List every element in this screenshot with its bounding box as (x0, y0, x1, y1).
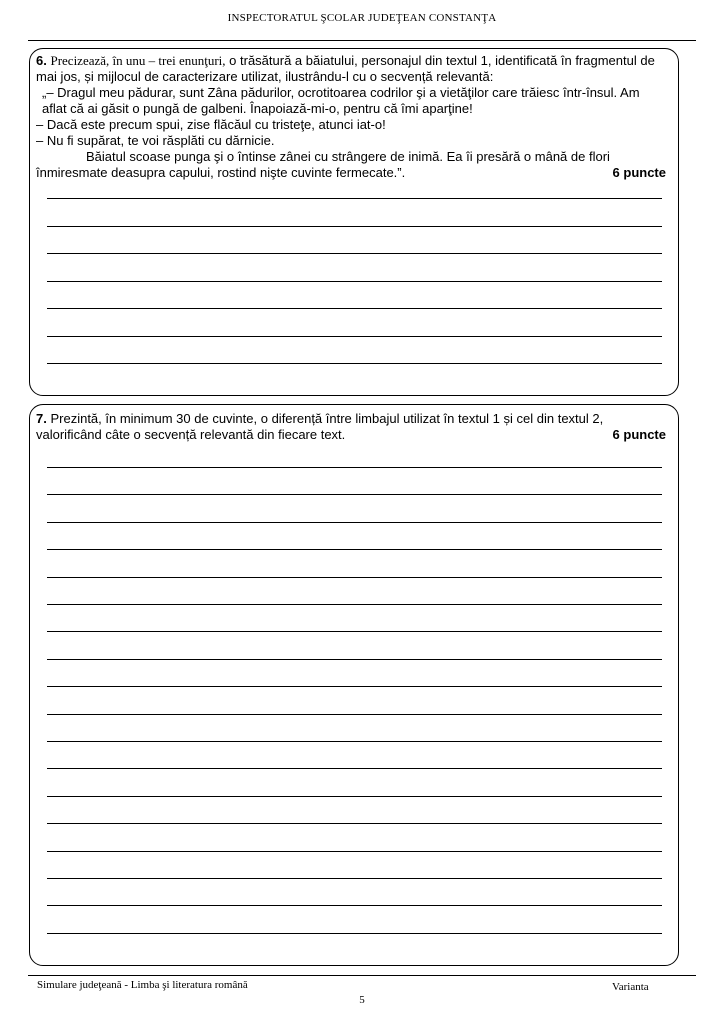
question-7-instruction: Prezintă, în minimum 30 de cuvinte, o diferență între limbajul utilizat în textul 1 și cel din textul 2, valorificând câte o secvență relevantă din fiecare text. (36, 411, 604, 442)
header-rule (28, 40, 696, 41)
question-6-quote-line-2: – Dacă este precum spui, zise flăcăul cu tristeţe, atunci iat-o! (36, 117, 386, 132)
answer-line (47, 659, 662, 660)
footer-left: Simulare judeţeană - Limba şi literatura română (37, 979, 248, 991)
question-6-quote-line-4 (36, 149, 666, 181)
answer-line (47, 308, 662, 309)
answer-line (47, 823, 662, 824)
answer-line (47, 494, 662, 495)
question-6-points: 6 puncte (612, 165, 666, 180)
answer-line (47, 631, 662, 632)
question-6-instruction-rest: o trăsătură a băiatului, personajul din textul 1, identificată în fragmentul de mai jos, și mijlocul de caracterizare utilizat, ilustrându-l cu o secvență relevantă: (36, 53, 655, 84)
answer-line (47, 363, 662, 364)
answer-line (47, 714, 662, 715)
question-7-points: 6 puncte (612, 427, 666, 442)
answer-line (47, 226, 662, 227)
page-header: INSPECTORATUL ŞCOLAR JUDEŢEAN CONSTANŢA (227, 12, 497, 24)
page-number: 5 (359, 994, 365, 1006)
answer-line (47, 796, 662, 797)
question-7-instruction-row (36, 411, 666, 443)
question-6-quote-text: Băiatul scoase punga şi o întinse zânei cu strângere de inimă. Ea îi presără o mână de flori înmiresmate deasupra capului, rostind nişte cuvinte fermecate.”. (36, 149, 610, 180)
answer-line (47, 198, 662, 199)
question-6-text (36, 53, 666, 181)
answer-line (47, 281, 662, 282)
answer-line (47, 549, 662, 550)
answer-line (47, 851, 662, 852)
answer-line (47, 604, 662, 605)
question-7-box (29, 404, 679, 966)
answer-line (47, 933, 662, 934)
answer-line (47, 336, 662, 337)
question-6-quote-line-3: – Nu fi supărat, te voi răsplăti cu dărnicie. (36, 133, 275, 148)
answer-line (47, 522, 662, 523)
question-6-number: 6. (36, 53, 47, 68)
answer-line (47, 577, 662, 578)
answer-line (47, 253, 662, 254)
answer-line (47, 686, 662, 687)
answer-line (47, 467, 662, 468)
question-6-box (29, 48, 679, 396)
answer-line (47, 905, 662, 906)
answer-line (47, 878, 662, 879)
question-6-quote-line-1: „– Dragul meu pădurar, sunt Zâna pădurilor, ocrotitoarea codrilor şi a vietăţilor care trăiesc într-însul. Am aflat că ai găsit o pungă de galbeni. Înapoiază-mi-o, pentru că îmi aparţine! (42, 85, 640, 116)
question-6-instruction (36, 53, 666, 85)
footer-rule (28, 975, 696, 976)
answer-line (47, 768, 662, 769)
footer-right: Varianta (612, 981, 649, 993)
question-7-number: 7. (36, 411, 47, 426)
question-6-instruction-lead: Precizează, în unu – trei enunţuri, (50, 53, 226, 68)
question-7-text (36, 411, 666, 443)
answer-line (47, 741, 662, 742)
